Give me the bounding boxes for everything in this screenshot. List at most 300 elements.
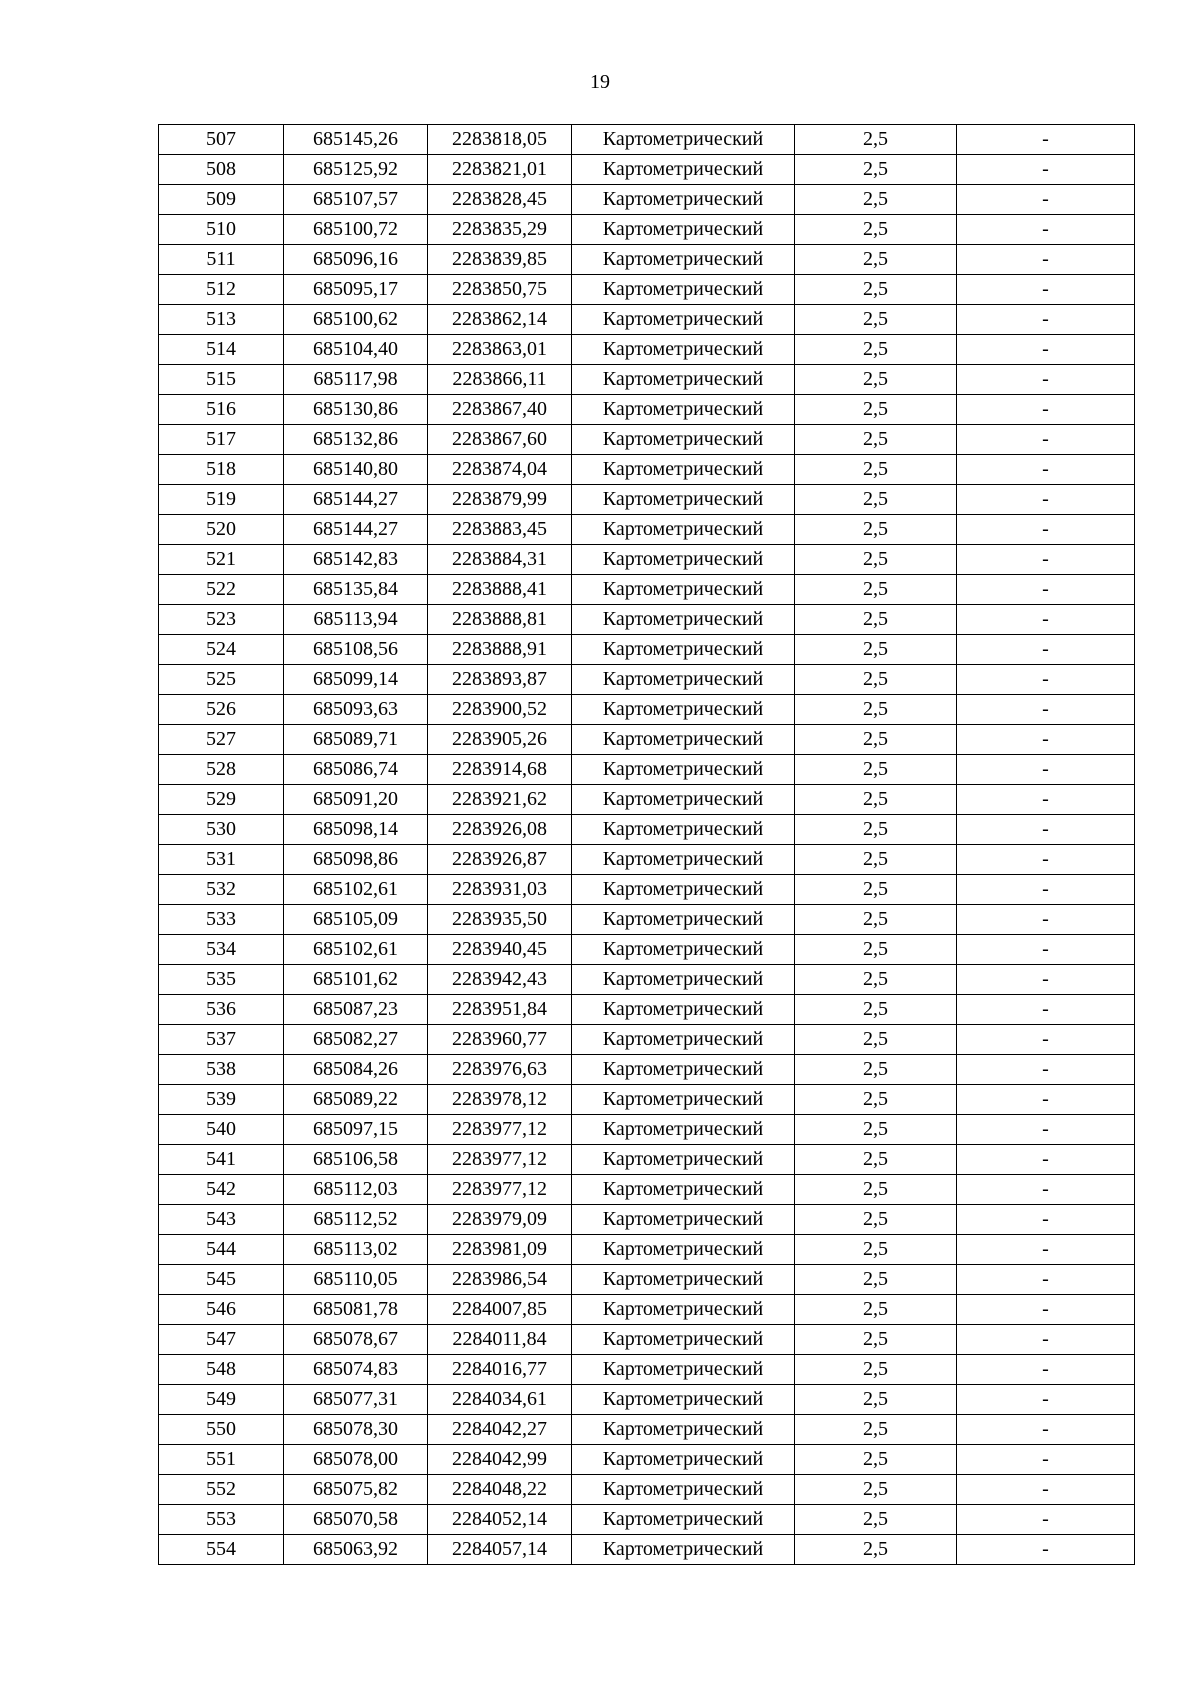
point-number-cell: 550 <box>159 1415 284 1445</box>
x-coordinate-cell: 685102,61 <box>284 935 428 965</box>
point-number-cell: 534 <box>159 935 284 965</box>
y-coordinate-cell: 2284057,14 <box>428 1535 572 1565</box>
accuracy-cell: 2,5 <box>795 995 957 1025</box>
method-cell: Картометрический <box>572 185 795 215</box>
accuracy-cell: 2,5 <box>795 755 957 785</box>
method-cell: Картометрический <box>572 755 795 785</box>
point-number-cell: 537 <box>159 1025 284 1055</box>
y-coordinate-cell: 2283977,12 <box>428 1145 572 1175</box>
method-cell: Картометрический <box>572 995 795 1025</box>
description-cell: - <box>957 905 1135 935</box>
y-coordinate-cell: 2283839,85 <box>428 245 572 275</box>
description-cell: - <box>957 815 1135 845</box>
x-coordinate-cell: 685082,27 <box>284 1025 428 1055</box>
description-cell: - <box>957 485 1135 515</box>
y-coordinate-cell: 2283818,05 <box>428 125 572 155</box>
description-cell: - <box>957 1355 1135 1385</box>
y-coordinate-cell: 2283850,75 <box>428 275 572 305</box>
description-cell: - <box>957 1055 1135 1085</box>
table-row <box>159 1355 1135 1385</box>
point-number-cell: 541 <box>159 1145 284 1175</box>
table-row <box>159 1175 1135 1205</box>
description-cell: - <box>957 1385 1135 1415</box>
point-number-cell: 532 <box>159 875 284 905</box>
point-number-cell: 553 <box>159 1505 284 1535</box>
table-row <box>159 845 1135 875</box>
point-number-cell: 551 <box>159 1445 284 1475</box>
y-coordinate-cell: 2283888,81 <box>428 605 572 635</box>
x-coordinate-cell: 685091,20 <box>284 785 428 815</box>
y-coordinate-cell: 2283821,01 <box>428 155 572 185</box>
accuracy-cell: 2,5 <box>795 725 957 755</box>
y-coordinate-cell: 2284016,77 <box>428 1355 572 1385</box>
y-coordinate-cell: 2283879,99 <box>428 485 572 515</box>
table-row <box>159 1385 1135 1415</box>
point-number-cell: 542 <box>159 1175 284 1205</box>
table-row <box>159 1415 1135 1445</box>
method-cell: Картометрический <box>572 1325 795 1355</box>
point-number-cell: 530 <box>159 815 284 845</box>
accuracy-cell: 2,5 <box>795 1145 957 1175</box>
point-number-cell: 529 <box>159 785 284 815</box>
table-row <box>159 485 1135 515</box>
description-cell: - <box>957 1025 1135 1055</box>
description-cell: - <box>957 1115 1135 1145</box>
point-number-cell: 511 <box>159 245 284 275</box>
point-number-cell: 533 <box>159 905 284 935</box>
x-coordinate-cell: 685130,86 <box>284 395 428 425</box>
table-row <box>159 965 1135 995</box>
table-row <box>159 935 1135 965</box>
table-row <box>159 395 1135 425</box>
method-cell: Картометрический <box>572 605 795 635</box>
method-cell: Картометрический <box>572 1415 795 1445</box>
table-row <box>159 215 1135 245</box>
x-coordinate-cell: 685089,71 <box>284 725 428 755</box>
x-coordinate-cell: 685135,84 <box>284 575 428 605</box>
y-coordinate-cell: 2283884,31 <box>428 545 572 575</box>
y-coordinate-cell: 2283978,12 <box>428 1085 572 1115</box>
method-cell: Картометрический <box>572 1115 795 1145</box>
y-coordinate-cell: 2284007,85 <box>428 1295 572 1325</box>
point-number-cell: 526 <box>159 695 284 725</box>
x-coordinate-cell: 685063,92 <box>284 1535 428 1565</box>
x-coordinate-cell: 685097,15 <box>284 1115 428 1145</box>
accuracy-cell: 2,5 <box>795 1175 957 1205</box>
x-coordinate-cell: 685096,16 <box>284 245 428 275</box>
method-cell: Картометрический <box>572 485 795 515</box>
point-number-cell: 547 <box>159 1325 284 1355</box>
x-coordinate-cell: 685074,83 <box>284 1355 428 1385</box>
table-row <box>159 425 1135 455</box>
y-coordinate-cell: 2283979,09 <box>428 1205 572 1235</box>
description-cell: - <box>957 455 1135 485</box>
point-number-cell: 515 <box>159 365 284 395</box>
y-coordinate-cell: 2284042,27 <box>428 1415 572 1445</box>
method-cell: Картометрический <box>572 515 795 545</box>
description-cell: - <box>957 1535 1135 1565</box>
method-cell: Картометрический <box>572 1025 795 1055</box>
point-number-cell: 545 <box>159 1265 284 1295</box>
description-cell: - <box>957 155 1135 185</box>
description-cell: - <box>957 845 1135 875</box>
x-coordinate-cell: 685106,58 <box>284 1145 428 1175</box>
y-coordinate-cell: 2283977,12 <box>428 1175 572 1205</box>
point-number-cell: 512 <box>159 275 284 305</box>
x-coordinate-cell: 685078,67 <box>284 1325 428 1355</box>
point-number-cell: 520 <box>159 515 284 545</box>
accuracy-cell: 2,5 <box>795 785 957 815</box>
accuracy-cell: 2,5 <box>795 545 957 575</box>
y-coordinate-cell: 2283914,68 <box>428 755 572 785</box>
method-cell: Картометрический <box>572 275 795 305</box>
accuracy-cell: 2,5 <box>795 515 957 545</box>
point-number-cell: 510 <box>159 215 284 245</box>
table-row <box>159 875 1135 905</box>
description-cell: - <box>957 1265 1135 1295</box>
y-coordinate-cell: 2283976,63 <box>428 1055 572 1085</box>
description-cell: - <box>957 1145 1135 1175</box>
method-cell: Картометрический <box>572 845 795 875</box>
x-coordinate-cell: 685086,74 <box>284 755 428 785</box>
y-coordinate-cell: 2283835,29 <box>428 215 572 245</box>
accuracy-cell: 2,5 <box>795 1535 957 1565</box>
accuracy-cell: 2,5 <box>795 155 957 185</box>
table-row <box>159 365 1135 395</box>
point-number-cell: 543 <box>159 1205 284 1235</box>
y-coordinate-cell: 2284011,84 <box>428 1325 572 1355</box>
point-number-cell: 516 <box>159 395 284 425</box>
accuracy-cell: 2,5 <box>795 1085 957 1115</box>
y-coordinate-cell: 2283900,52 <box>428 695 572 725</box>
point-number-cell: 535 <box>159 965 284 995</box>
y-coordinate-cell: 2283926,08 <box>428 815 572 845</box>
x-coordinate-cell: 685108,56 <box>284 635 428 665</box>
accuracy-cell: 2,5 <box>795 935 957 965</box>
y-coordinate-cell: 2284034,61 <box>428 1385 572 1415</box>
x-coordinate-cell: 685078,30 <box>284 1415 428 1445</box>
accuracy-cell: 2,5 <box>795 635 957 665</box>
x-coordinate-cell: 685084,26 <box>284 1055 428 1085</box>
table-row <box>159 275 1135 305</box>
x-coordinate-cell: 685112,52 <box>284 1205 428 1235</box>
description-cell: - <box>957 1295 1135 1325</box>
x-coordinate-cell: 685100,62 <box>284 305 428 335</box>
accuracy-cell: 2,5 <box>795 1295 957 1325</box>
accuracy-cell: 2,5 <box>795 305 957 335</box>
y-coordinate-cell: 2283893,87 <box>428 665 572 695</box>
coordinates-table-body <box>159 125 1135 1565</box>
table-row <box>159 1505 1135 1535</box>
y-coordinate-cell: 2283862,14 <box>428 305 572 335</box>
y-coordinate-cell: 2283940,45 <box>428 935 572 965</box>
table-row <box>159 455 1135 485</box>
accuracy-cell: 2,5 <box>795 1475 957 1505</box>
point-number-cell: 540 <box>159 1115 284 1145</box>
table-row <box>159 125 1135 155</box>
table-row <box>159 1325 1135 1355</box>
point-number-cell: 523 <box>159 605 284 635</box>
description-cell: - <box>957 635 1135 665</box>
method-cell: Картометрический <box>572 155 795 185</box>
y-coordinate-cell: 2283986,54 <box>428 1265 572 1295</box>
accuracy-cell: 2,5 <box>795 485 957 515</box>
point-number-cell: 508 <box>159 155 284 185</box>
method-cell: Картометрический <box>572 1235 795 1265</box>
x-coordinate-cell: 685075,82 <box>284 1475 428 1505</box>
x-coordinate-cell: 685099,14 <box>284 665 428 695</box>
x-coordinate-cell: 685070,58 <box>284 1505 428 1535</box>
method-cell: Картометрический <box>572 395 795 425</box>
x-coordinate-cell: 685144,27 <box>284 485 428 515</box>
description-cell: - <box>957 785 1135 815</box>
accuracy-cell: 2,5 <box>795 335 957 365</box>
description-cell: - <box>957 425 1135 455</box>
accuracy-cell: 2,5 <box>795 1235 957 1265</box>
x-coordinate-cell: 685081,78 <box>284 1295 428 1325</box>
table-row <box>159 1445 1135 1475</box>
x-coordinate-cell: 685125,92 <box>284 155 428 185</box>
y-coordinate-cell: 2283883,45 <box>428 515 572 545</box>
x-coordinate-cell: 685105,09 <box>284 905 428 935</box>
method-cell: Картометрический <box>572 965 795 995</box>
description-cell: - <box>957 125 1135 155</box>
x-coordinate-cell: 685107,57 <box>284 185 428 215</box>
method-cell: Картометрический <box>572 1205 795 1235</box>
method-cell: Картометрический <box>572 1475 795 1505</box>
y-coordinate-cell: 2283867,60 <box>428 425 572 455</box>
table-row <box>159 995 1135 1025</box>
x-coordinate-cell: 685101,62 <box>284 965 428 995</box>
method-cell: Картометрический <box>572 365 795 395</box>
point-number-cell: 522 <box>159 575 284 605</box>
table-row <box>159 605 1135 635</box>
description-cell: - <box>957 875 1135 905</box>
point-number-cell: 525 <box>159 665 284 695</box>
method-cell: Картометрический <box>572 125 795 155</box>
accuracy-cell: 2,5 <box>795 395 957 425</box>
accuracy-cell: 2,5 <box>795 1055 957 1085</box>
x-coordinate-cell: 685087,23 <box>284 995 428 1025</box>
description-cell: - <box>957 695 1135 725</box>
description-cell: - <box>957 725 1135 755</box>
x-coordinate-cell: 685113,02 <box>284 1235 428 1265</box>
point-number-cell: 518 <box>159 455 284 485</box>
x-coordinate-cell: 685140,80 <box>284 455 428 485</box>
y-coordinate-cell: 2284048,22 <box>428 1475 572 1505</box>
point-number-cell: 538 <box>159 1055 284 1085</box>
method-cell: Картометрический <box>572 575 795 605</box>
y-coordinate-cell: 2283866,11 <box>428 365 572 395</box>
description-cell: - <box>957 545 1135 575</box>
description-cell: - <box>957 575 1135 605</box>
x-coordinate-cell: 685142,83 <box>284 545 428 575</box>
y-coordinate-cell: 2283942,43 <box>428 965 572 995</box>
x-coordinate-cell: 685145,26 <box>284 125 428 155</box>
table-row <box>159 1535 1135 1565</box>
point-number-cell: 528 <box>159 755 284 785</box>
accuracy-cell: 2,5 <box>795 125 957 155</box>
method-cell: Картометрический <box>572 425 795 455</box>
description-cell: - <box>957 1175 1135 1205</box>
description-cell: - <box>957 515 1135 545</box>
y-coordinate-cell: 2283935,50 <box>428 905 572 935</box>
table-row <box>159 1055 1135 1085</box>
table-row <box>159 785 1135 815</box>
accuracy-cell: 2,5 <box>795 665 957 695</box>
description-cell: - <box>957 1085 1135 1115</box>
point-number-cell: 507 <box>159 125 284 155</box>
method-cell: Картометрический <box>572 785 795 815</box>
method-cell: Картометрический <box>572 245 795 275</box>
y-coordinate-cell: 2284042,99 <box>428 1445 572 1475</box>
method-cell: Картометрический <box>572 1445 795 1475</box>
table-row <box>159 665 1135 695</box>
description-cell: - <box>957 305 1135 335</box>
point-number-cell: 513 <box>159 305 284 335</box>
table-row <box>159 335 1135 365</box>
x-coordinate-cell: 685095,17 <box>284 275 428 305</box>
point-number-cell: 517 <box>159 425 284 455</box>
accuracy-cell: 2,5 <box>795 275 957 305</box>
description-cell: - <box>957 965 1135 995</box>
table-row <box>159 575 1135 605</box>
table-row <box>159 695 1135 725</box>
table-row <box>159 185 1135 215</box>
method-cell: Картометрический <box>572 215 795 245</box>
table-row <box>159 1205 1135 1235</box>
method-cell: Картометрический <box>572 1355 795 1385</box>
x-coordinate-cell: 685100,72 <box>284 215 428 245</box>
method-cell: Картометрический <box>572 665 795 695</box>
table-row <box>159 245 1135 275</box>
method-cell: Картометрический <box>572 305 795 335</box>
accuracy-cell: 2,5 <box>795 1325 957 1355</box>
description-cell: - <box>957 1475 1135 1505</box>
y-coordinate-cell: 2283888,41 <box>428 575 572 605</box>
y-coordinate-cell: 2283867,40 <box>428 395 572 425</box>
coordinates-table <box>158 124 1135 1565</box>
y-coordinate-cell: 2283921,62 <box>428 785 572 815</box>
table-row <box>159 1085 1135 1115</box>
table-row <box>159 545 1135 575</box>
x-coordinate-cell: 685113,94 <box>284 605 428 635</box>
accuracy-cell: 2,5 <box>795 425 957 455</box>
accuracy-cell: 2,5 <box>795 185 957 215</box>
description-cell: - <box>957 395 1135 425</box>
point-number-cell: 531 <box>159 845 284 875</box>
x-coordinate-cell: 685132,86 <box>284 425 428 455</box>
accuracy-cell: 2,5 <box>795 605 957 635</box>
y-coordinate-cell: 2283981,09 <box>428 1235 572 1265</box>
accuracy-cell: 2,5 <box>795 1205 957 1235</box>
method-cell: Картометрический <box>572 905 795 935</box>
y-coordinate-cell: 2283888,91 <box>428 635 572 665</box>
accuracy-cell: 2,5 <box>795 365 957 395</box>
description-cell: - <box>957 1235 1135 1265</box>
method-cell: Картометрический <box>572 455 795 485</box>
description-cell: - <box>957 1325 1135 1355</box>
description-cell: - <box>957 935 1135 965</box>
method-cell: Картометрический <box>572 335 795 365</box>
method-cell: Картометрический <box>572 935 795 965</box>
method-cell: Картометрический <box>572 695 795 725</box>
accuracy-cell: 2,5 <box>795 1355 957 1385</box>
accuracy-cell: 2,5 <box>795 575 957 605</box>
table-row <box>159 1235 1135 1265</box>
x-coordinate-cell: 685089,22 <box>284 1085 428 1115</box>
x-coordinate-cell: 685098,14 <box>284 815 428 845</box>
table-row <box>159 305 1135 335</box>
description-cell: - <box>957 335 1135 365</box>
point-number-cell: 552 <box>159 1475 284 1505</box>
point-number-cell: 549 <box>159 1385 284 1415</box>
accuracy-cell: 2,5 <box>795 245 957 275</box>
point-number-cell: 519 <box>159 485 284 515</box>
accuracy-cell: 2,5 <box>795 215 957 245</box>
point-number-cell: 554 <box>159 1535 284 1565</box>
description-cell: - <box>957 215 1135 245</box>
table-row <box>159 815 1135 845</box>
method-cell: Картометрический <box>572 545 795 575</box>
table-row <box>159 1025 1135 1055</box>
table-row <box>159 725 1135 755</box>
point-number-cell: 527 <box>159 725 284 755</box>
y-coordinate-cell: 2283951,84 <box>428 995 572 1025</box>
table-row <box>159 155 1135 185</box>
y-coordinate-cell: 2284052,14 <box>428 1505 572 1535</box>
table-row <box>159 1295 1135 1325</box>
x-coordinate-cell: 685117,98 <box>284 365 428 395</box>
x-coordinate-cell: 685093,63 <box>284 695 428 725</box>
table-row <box>159 515 1135 545</box>
method-cell: Картометрический <box>572 1295 795 1325</box>
table-row <box>159 905 1135 935</box>
x-coordinate-cell: 685078,00 <box>284 1445 428 1475</box>
accuracy-cell: 2,5 <box>795 1445 957 1475</box>
x-coordinate-cell: 685104,40 <box>284 335 428 365</box>
method-cell: Картометрический <box>572 1145 795 1175</box>
y-coordinate-cell: 2283874,04 <box>428 455 572 485</box>
point-number-cell: 524 <box>159 635 284 665</box>
x-coordinate-cell: 685144,27 <box>284 515 428 545</box>
method-cell: Картометрический <box>572 1175 795 1205</box>
point-number-cell: 544 <box>159 1235 284 1265</box>
accuracy-cell: 2,5 <box>795 1265 957 1295</box>
description-cell: - <box>957 605 1135 635</box>
description-cell: - <box>957 995 1135 1025</box>
page-number: 19 <box>590 71 610 93</box>
accuracy-cell: 2,5 <box>795 845 957 875</box>
accuracy-cell: 2,5 <box>795 875 957 905</box>
method-cell: Картометрический <box>572 725 795 755</box>
description-cell: - <box>957 1505 1135 1535</box>
method-cell: Картометрический <box>572 1055 795 1085</box>
accuracy-cell: 2,5 <box>795 815 957 845</box>
y-coordinate-cell: 2283977,12 <box>428 1115 572 1145</box>
table-row <box>159 1475 1135 1505</box>
accuracy-cell: 2,5 <box>795 1505 957 1535</box>
table-row <box>159 1265 1135 1295</box>
method-cell: Картометрический <box>572 1505 795 1535</box>
point-number-cell: 539 <box>159 1085 284 1115</box>
y-coordinate-cell: 2283905,26 <box>428 725 572 755</box>
accuracy-cell: 2,5 <box>795 1415 957 1445</box>
accuracy-cell: 2,5 <box>795 695 957 725</box>
description-cell: - <box>957 1445 1135 1475</box>
method-cell: Картометрический <box>572 635 795 665</box>
x-coordinate-cell: 685102,61 <box>284 875 428 905</box>
